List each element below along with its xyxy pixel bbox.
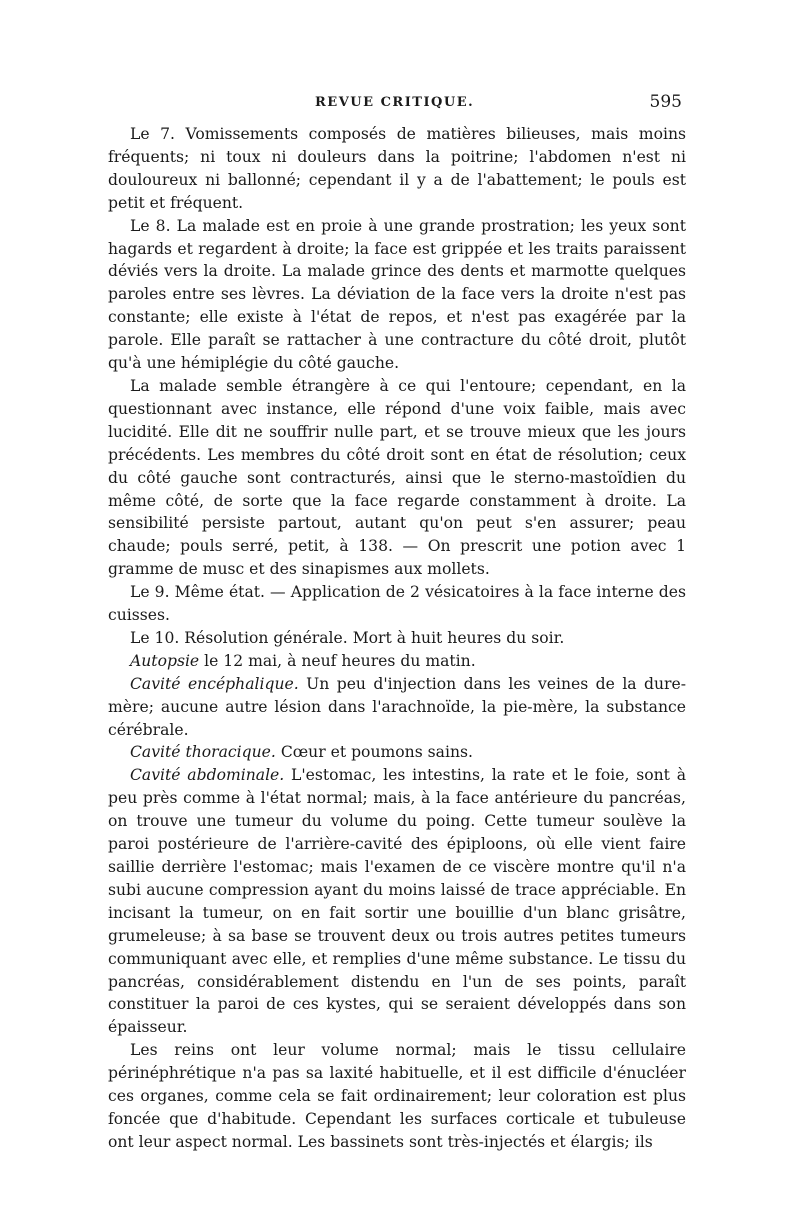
paragraph-text: La malade semble étrangère à ce qui l'entoure; cependant, en la questionnant avec instance, elle répond d'une voix faible, mais avec lucidité. Elle dit ne souffrir nulle part, et se trouve mieux que les jours précédents. Les membres du côté droit sont en état de résolution; ceux du côté gauche sont contracturés, ainsi que le sterno-mastoïdien du même côté, de sorte que la face regarde constamment à droite. La sensibilité persiste partout, autant qu'on peut s'en assurer; peau chaude; pouls serré, petit, à 138. — On prescrit une potion avec 1 gramme de musc et des sinapismes aux mollets. <box>108 376 686 579</box>
section-label: Autopsie <box>130 651 200 670</box>
paragraph-text: Cœur et poumons sains. <box>275 743 473 762</box>
paragraph-kidneys <box>108 1039 686 1154</box>
paragraph-text: le 12 mai, à neuf heures du matin. <box>199 651 476 670</box>
paragraph-text: Un peu d'injection dans les veines de la dure-mère; aucune autre lésion dans l'arachnoïde, la pie-mère, la substance cérébrale. <box>108 674 686 739</box>
paragraph-text: L'estomac, les intestins, la rate et le foie, sont à peu près comme à l'état normal; mais, à la face antérieure du pancréas, on trouve une tumeur du volume du poing. Cette tumeur soulève la paroi postérieure de l'arrière-cavité des épiploons, où elle vient faire saillie derrière l'estomac; mais l'examen de ce viscère montre qu'il n'a subi aucune compression ayant du moins laissé de trace appréciable. En incisant la tumeur, on en fait sortir une bouillie d'un blanc grisâtre, grumeleuse; à sa base se trouvent deux ou trois autres petites tumeurs communiquant avec elle, et remplies d'une même substance. Le tissu du pancréas, considérablement distendu en l'un de ses points, paraît constituer la paroi de ces kystes, qui se seraient développés dans son épaisseur. <box>108 766 686 1037</box>
paragraph-day-8 <box>108 215 686 375</box>
section-label: Cavité thoracique. <box>130 743 276 762</box>
paragraph-day-10 <box>108 627 686 650</box>
paragraph-day-7 <box>108 123 686 215</box>
paragraph-thoracic <box>108 741 686 764</box>
paragraph-text: Le 10. Résolution générale. Mort à huit heures du soir. <box>130 628 565 647</box>
document-page <box>108 92 686 1154</box>
paragraph-text: Les reins ont leur volume normal; mais le tissu cellulaire périnéphrétique n'a pas sa laxité habituelle, et il est difficile d'énucléer ces organes, comme cela se fait ordinairement; leur coloration est plus foncée que d'habitude. Cependant les surfaces corticale et tubuleuse ont leur aspect normal. Les bassinets sont très-injectés et élargis; ils <box>108 1041 686 1151</box>
paragraph-day-9 <box>108 581 686 627</box>
page-header <box>108 92 686 123</box>
running-title: REVUE CRITIQUE. <box>315 95 475 110</box>
paragraph-state <box>108 375 686 581</box>
paragraph-text: Le 9. Même état. — Application de 2 vésicatoires à la face interne des cuisses. <box>108 583 686 625</box>
section-label: Cavité encéphalique. <box>130 674 299 693</box>
paragraph-text: Le 8. La malade est en proie à une grande prostration; les yeux sont hagards et regardent à droite; la face est grippée et les traits paraissent déviés vers la droite. La malade grince des dents et marmotte quelques paroles entre ses lèvres. La déviation de la face vers la droite n'est pas constante; elle existe à l'état de repos, et n'est pas exagérée par la parole. Elle paraît se rattacher à une contracture du côté droit, plutôt qu'à une hémiplégie du côté gauche. <box>108 216 686 373</box>
body-text <box>108 123 686 1154</box>
page-number: 595 <box>649 92 682 112</box>
paragraph-autopsy <box>108 650 686 673</box>
section-label: Cavité abdominale. <box>130 766 285 785</box>
paragraph-encephalic <box>108 673 686 742</box>
paragraph-abdominal <box>108 764 686 1039</box>
paragraph-text: Le 7. Vomissements composés de matières bilieuses, mais moins fréquents; ni toux ni douleurs dans la poitrine; l'abdomen n'est ni douloureux ni ballonné; cependant il y a de l'abattement; le pouls est petit et fréquent. <box>108 125 686 212</box>
